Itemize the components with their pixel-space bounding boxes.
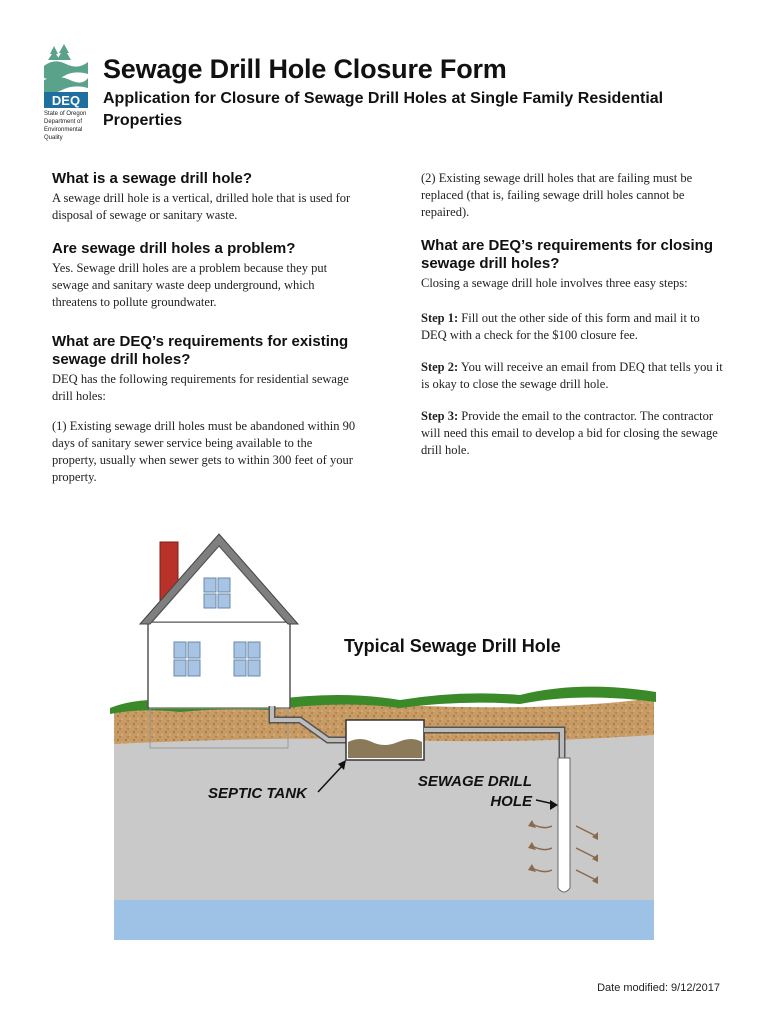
septic-tank-label: SEPTIC TANK [208,785,307,802]
q1-text: A sewage drill hole is a vertical, drilled hole that is used for disposal of sewage or sanitary waste. [52,191,351,222]
logo-subtext: State of Oregon Department of Environmental Quality [44,111,87,141]
q4-text: Closing a sewage drill hole involves three easy steps: [421,276,688,290]
q1-heading: What is a sewage drill hole? [52,170,253,187]
left-column [52,170,357,486]
q2-text: Yes. Sewage drill holes are a problem because they put sewage and sanitary waste deep underground, which threatens to pollute groundwater. [52,261,328,309]
step-3 [421,408,726,459]
q3-text: DEQ has the following requirements for residential sewage drill holes: [52,372,349,403]
logo-text: DEQ [51,93,81,108]
q2-heading: Are sewage drill holes a problem? [52,240,296,257]
requirement-1: (1) Existing sewage drill holes must be abandoned within 90 days of sanitary sewer service being available to the property, usually when sewer gets to within 300 feet of your property. [52,419,356,484]
date-modified: Date modified: 9/12/2017 [597,982,720,994]
diagram-graphic [100,530,660,940]
drill-hole-label-line2: HOLE [490,793,532,810]
requirement-2: (2) Existing sewage drill holes that are failing must be replaced (that is, failing sewage drill holes cannot be repaired). [421,171,693,219]
house-body [148,622,290,708]
sewage-drill-hole-diagram [100,530,660,940]
q4-heading: What are DEQ’s requirements for closing sewage drill holes? [421,237,714,272]
step-1 [421,310,726,344]
q3-heading: What are DEQ’s requirements for existing sewage drill holes? [52,333,349,368]
drill-hole [558,758,570,892]
step-3-label: Step 3: [421,409,459,423]
diagram-title: Typical Sewage Drill Hole [344,636,561,656]
step-2-label: Step 2: [421,360,459,374]
page-title: Sewage Drill Hole Closure Form [103,54,507,84]
right-column [421,170,726,459]
deq-logo [40,44,92,144]
page-subtitle: Application for Closure of Sewage Drill Holes at Single Family Residential Properties [103,90,664,129]
step-3-text: Provide the email to the contractor. The contractor will need this email to develop a bid for closing the sewage drill hole. [421,409,718,457]
step-2-text: You will receive an email from DEQ that tells you it is okay to close the sewage drill hole. [421,360,723,391]
step-2 [421,359,726,393]
drill-hole-label-line1: SEWAGE DRILL [417,773,532,790]
step-1-label: Step 1: [421,311,459,325]
step-1-text: Fill out the other side of this form and mail it to DEQ with a check for the $100 closure fee. [421,311,700,342]
groundwater-layer [114,900,654,940]
